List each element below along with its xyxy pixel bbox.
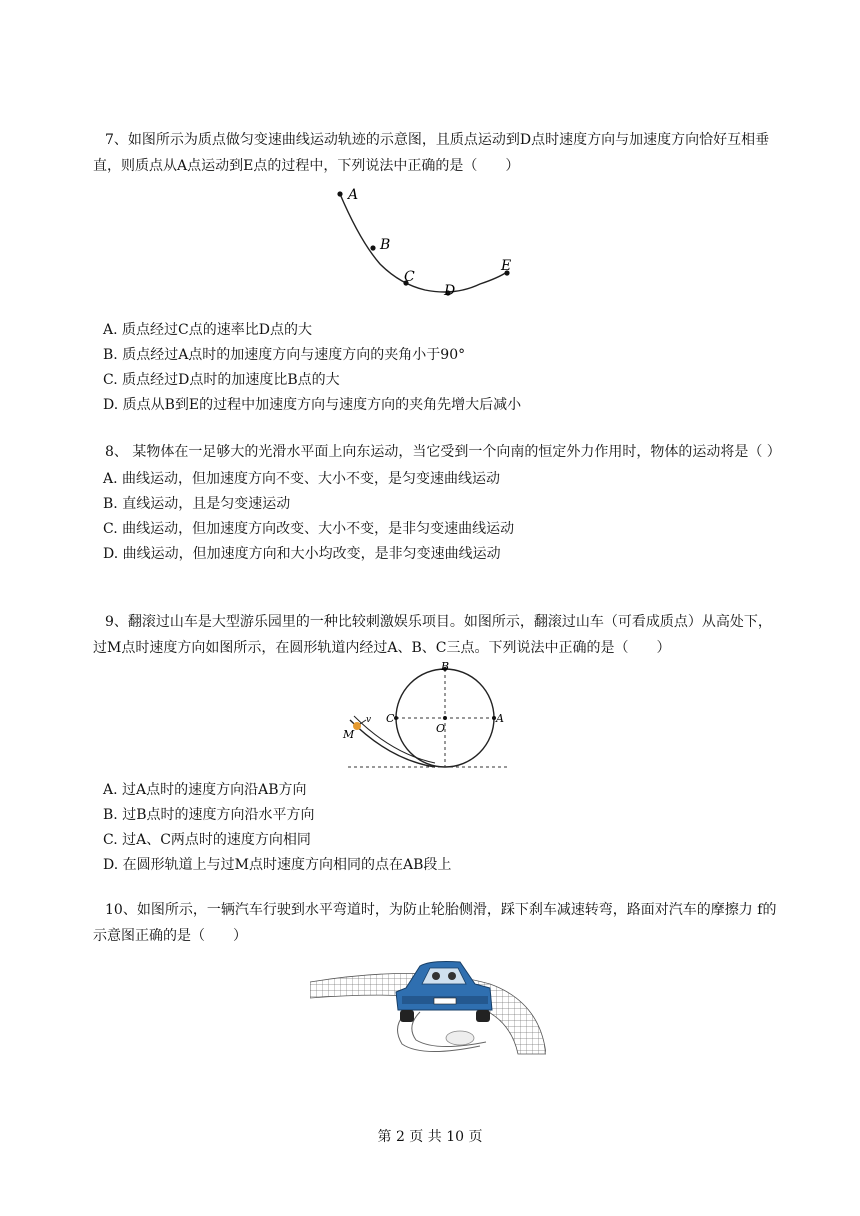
q8-option-a: A. 曲线运动，但加速度方向不变、大小不变，是匀变速曲线运动 bbox=[103, 471, 501, 487]
trajectory-figure bbox=[330, 186, 520, 304]
label-c: C bbox=[386, 712, 395, 725]
label-c: C bbox=[404, 269, 415, 285]
question-7-stem: 7、如图所示为质点做匀变速曲线运动轨迹的示意图，且质点运动到D点时速度方向与加速度方向恰好互相垂直，则质点从A点运动到E点的过程中，下列说法中正确的是（ ） bbox=[93, 132, 770, 174]
q9-option-c: C. 过A、C两点时的速度方向相同 bbox=[103, 832, 311, 848]
q7-option-a: A. 质点经过C点的速率比D点的大 bbox=[103, 322, 312, 338]
car-on-curve-figure bbox=[310, 954, 546, 1060]
question-9-stem: 9、翻滚过山车是大型游乐园里的一种比较刺激娱乐项目。如图所示，翻滚过山车（可看成质点）从高处下，过M点时速度方向如图所示，在圆形轨道内经过A、B、C三点。下列说法中正确的是（ ） bbox=[93, 614, 772, 656]
q8-option-b: B. 直线运动，且是匀变速运动 bbox=[103, 496, 291, 512]
q7-option-d: D. 质点从B到E的过程中加速度方向与速度方向的夹角先增大后减小 bbox=[103, 397, 522, 413]
label-m: M bbox=[343, 728, 355, 741]
label-b: B bbox=[441, 660, 450, 673]
question-7-options bbox=[93, 318, 783, 418]
page-footer: 第 2 页 共 10 页 bbox=[377, 1129, 483, 1145]
q9-option-d: D. 在圆形轨道上与过M点时速度方向相同的点在AB段上 bbox=[103, 857, 452, 873]
label-d: D bbox=[444, 283, 456, 299]
q9-option-a: A. 过A点时的速度方向沿AB方向 bbox=[103, 782, 307, 798]
label-a: A bbox=[348, 187, 359, 203]
roller-coaster-figure bbox=[340, 660, 515, 772]
question-9-options bbox=[93, 778, 783, 878]
label-a: A bbox=[496, 712, 504, 725]
label-e: E bbox=[501, 258, 512, 274]
question-10 bbox=[93, 897, 783, 949]
label-v: v bbox=[366, 715, 372, 725]
label-b: B bbox=[380, 237, 391, 253]
q9-option-b: B. 过B点时的速度方向沿水平方向 bbox=[103, 807, 315, 823]
q7-option-b: B. 质点经过A点时的加速度方向与速度方向的夹角小于90° bbox=[103, 347, 466, 363]
q7-option-c: C. 质点经过D点时的加速度比B点的大 bbox=[103, 372, 340, 388]
question-9 bbox=[93, 609, 783, 661]
q8-option-d: D. 曲线运动，但加速度方向和大小均改变，是非匀变速曲线运动 bbox=[103, 546, 501, 562]
q8-option-c: C. 曲线运动，但加速度方向改变、大小不变，是非匀变速曲线运动 bbox=[103, 521, 515, 537]
question-10-stem: 10、如图所示，一辆汽车行驶到水平弯道时，为防止轮胎侧滑，踩下刹车减速转弯，路面对汽车的摩擦力 f的示意图正确的是（ ） bbox=[93, 902, 777, 944]
question-8 bbox=[93, 439, 783, 567]
question-8-stem: 8、 某物体在一足够大的光滑水平面上向东运动，当它受到一个向南的恒定外力作用时，物体的运动将是（ ） bbox=[105, 444, 781, 460]
label-o: O bbox=[436, 722, 446, 735]
question-7 bbox=[93, 127, 783, 179]
